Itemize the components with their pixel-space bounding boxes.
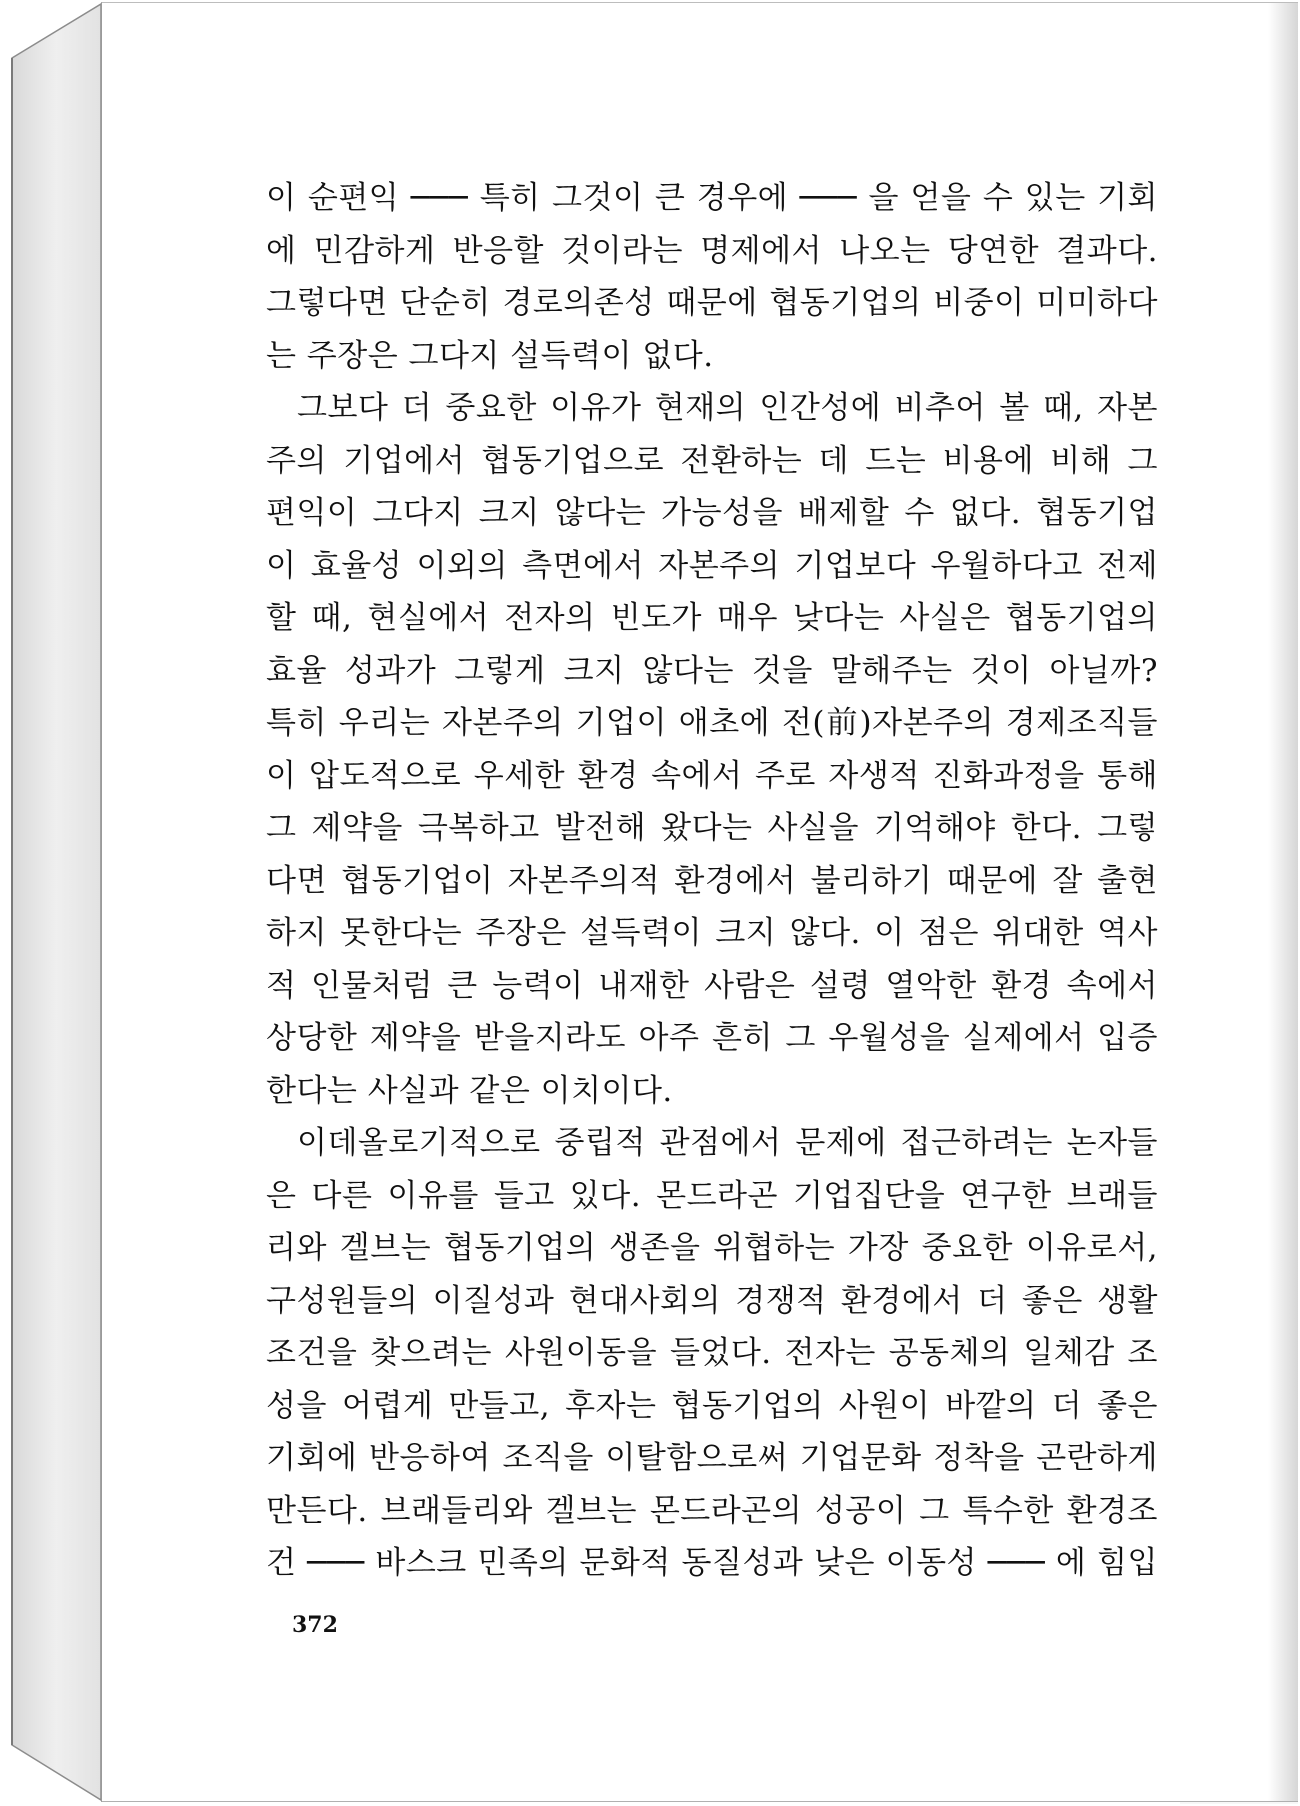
text-line: 에 민감하게 반응할 것이라는 명제에서 나오는 당연한 결과다. [266, 232, 1158, 269]
text-line: 주의 기업에서 협동기업으로 전환하는 데 드는 비용에 비해 그 [266, 442, 1158, 479]
text-line: 은 다른 이유를 들고 있다. 몬드라곤 기업집단을 연구한 브래들 [266, 1177, 1158, 1214]
text-line: 리와 겔브는 협동기업의 생존을 위협하는 가장 중요한 이유로서, [266, 1230, 1158, 1266]
text-line: 는 주장은 그다지 설득력이 없다. [266, 337, 714, 374]
text-line: 구성원들의 이질성과 현대사회의 경쟁적 환경에서 더 좋은 생활 [266, 1282, 1158, 1319]
page-edge-shadow [1268, 3, 1298, 1801]
text-line: 효율 성과가 그렇게 크지 않다는 것을 말해주는 것이 아닐까? [266, 652, 1158, 689]
text-line: 이 순편익 ─── 특히 그것이 큰 경우에 ─── 을 얻을 수 있는 기회 [266, 180, 1158, 216]
text-line: 기회에 반응하여 조직을 이탈함으로써 기업문화 정착을 곤란하게 [266, 1440, 1158, 1476]
text-line: 이 압도적으로 우세한 환경 속에서 주로 자생적 진화과정을 통해 [266, 757, 1158, 794]
text-line: 하지 못한다는 주장은 설득력이 크지 않다. 이 점은 위대한 역사 [266, 915, 1158, 951]
text-line: 적 인물처럼 큰 능력이 내재한 사람은 설령 열악한 환경 속에서 [266, 967, 1158, 1004]
text-line: 성을 어렵게 만들고, 후자는 협동기업의 사원이 바깥의 더 좋은 [266, 1387, 1158, 1424]
text-line: 그렇다면 단순히 경로의존성 때문에 협동기업의 비중이 미미하다 [266, 285, 1158, 321]
text-line: 한다는 사실과 같은 이치이다. [266, 1072, 673, 1109]
text-line: 할 때, 현실에서 전자의 빈도가 매우 낮다는 사실은 협동기업의 [266, 600, 1158, 636]
text-line: 그보다 더 중요한 이유가 현재의 인간성에 비추어 볼 때, 자본 [297, 390, 1158, 426]
text-line: 다면 협동기업이 자본주의적 환경에서 불리하기 때문에 잘 출현 [266, 862, 1158, 899]
text-line: 편익이 그다지 크지 않다는 가능성을 배제할 수 없다. 협동기업 [266, 495, 1158, 531]
text-line: 조건을 찾으려는 사원이동을 들었다. 전자는 공동체의 일체감 조 [266, 1335, 1158, 1371]
text-line: 이 효율성 이외의 측면에서 자본주의 기업보다 우월하다고 전제 [266, 547, 1158, 584]
text-line: 특히 우리는 자본주의 기업이 애초에 전(前)자본주의 경제조직들 [266, 705, 1158, 741]
body-text [266, 172, 1158, 1590]
text-line: 건 ─── 바스크 민족의 문화적 동질성과 낮은 이동성 ─── 에 힘입 [266, 1545, 1158, 1581]
page-number: 372 [292, 1612, 338, 1638]
text-line: 그 제약을 극복하고 발전해 왔다는 사실을 기억해야 한다. 그렇 [266, 810, 1158, 846]
text-line: 만든다. 브래들리와 겔브는 몬드라곤의 성공이 그 특수한 환경조 [266, 1492, 1158, 1529]
text-line: 상당한 제약을 받을지라도 아주 흔히 그 우월성을 실제에서 입증 [266, 1020, 1158, 1056]
text-line: 이데올로기적으로 중립적 관점에서 문제에 접근하려는 논자들 [297, 1125, 1158, 1161]
